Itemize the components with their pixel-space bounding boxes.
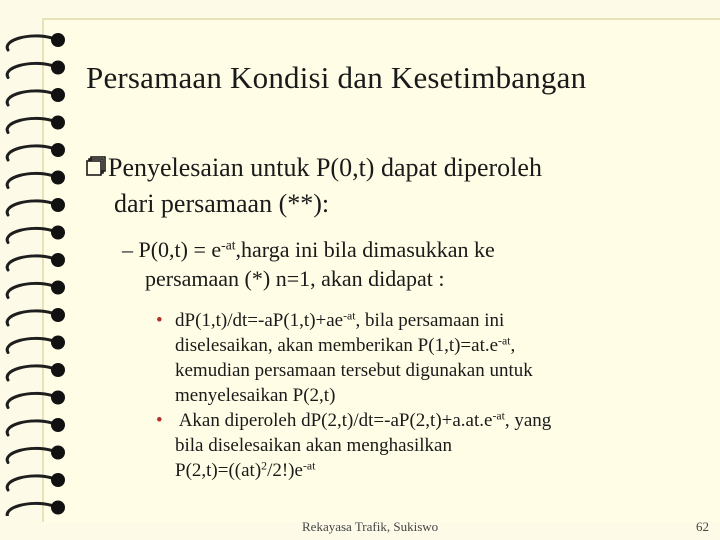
ring-wire [7,173,52,187]
bullet1-line1: Penyelesaian untuk P(0,t) dapat diperoleh [108,153,542,182]
bullet-level2 [122,235,495,293]
ring-wire [7,366,52,380]
ring-hole [51,61,65,75]
exp: 2 [261,459,268,473]
exp: -at [343,309,356,323]
ring-wire [7,283,52,297]
b4-l3a: P(2,t)=((at) [175,460,262,481]
ring-wire [7,338,52,352]
bullet1-line2: dari persamaan (**): [114,189,330,218]
ring-hole [51,473,65,487]
ring-hole [51,391,65,405]
ring-wire [7,421,52,435]
b4-l1b: , yang [504,410,552,431]
ring-hole [51,198,65,212]
ring-hole [51,418,65,432]
ring-wire [7,228,52,242]
ring-hole [51,143,65,157]
dot-bullet: • [156,310,163,331]
ring-wire [7,118,52,132]
b3-l3: kemudian persamaan tersebut digunakan untuk [175,360,533,381]
b3-l1b: , bila persamaan ini [355,310,505,331]
ring-hole [51,226,65,240]
ring-wire [7,476,52,490]
exp: -at [492,409,505,423]
page-number: 62 [696,519,709,534]
ring-hole [51,253,65,267]
ring-wire [7,311,52,325]
ring-wire [7,256,52,270]
ring-hole [51,336,65,350]
ring-wire [7,36,52,50]
footer-text: Rekayasa Trafik, Sukiswo [302,519,439,534]
bullet-level1 [86,150,542,222]
dash-bullet: – [122,237,133,262]
ring-hole [51,88,65,102]
b4-l2: bila diselesaikan akan menghasilkan [175,435,452,456]
ring-wire [7,63,52,77]
bullet2-line1a: P(0,t) = e [138,237,222,262]
ring-hole [51,501,65,515]
bullet-level3 [156,308,551,483]
ring-hole [51,171,65,185]
slide-title: Persamaan Kondisi dan Kesetimbangan [86,60,587,95]
b3-l2b: , [510,335,516,356]
ring-hole [51,281,65,295]
b3-l1a: dP(1,t)/dt=-aP(1,t)+ae [175,310,344,331]
b3-l2a: diselesaikan, akan memberikan P(1,t)=at.e [175,335,499,356]
ring-hole [51,446,65,460]
ring-wire [7,448,52,462]
ring-hole [51,363,65,377]
dot-bullet: • [156,410,163,431]
spiral-binding-icon [0,26,80,516]
ring-hole [51,308,65,322]
b4-l3b: /2!)e [267,460,303,481]
ring-wire [7,146,52,160]
ring-hole [51,116,65,130]
ring-wire [7,503,52,516]
ring-hole [51,33,65,47]
b3-l4: menyelesaikan P(2,t) [175,385,336,406]
ring-wire [7,393,52,407]
exp: -at [302,459,316,473]
b4-l1a: Akan diperoleh dP(2,t)/dt=-aP(2,t)+a.at.e [175,410,493,431]
bullet2-line2: persamaan (*) n=1, akan didapat : [145,266,445,291]
bullet2-line1b: ,harga ini bila dimasukkan ke [235,237,495,262]
square-outline-bullet-icon [86,152,108,174]
exp: -at [221,237,236,253]
exp: -at [498,334,511,348]
ring-wire [7,91,52,105]
ring-wire [7,201,52,215]
